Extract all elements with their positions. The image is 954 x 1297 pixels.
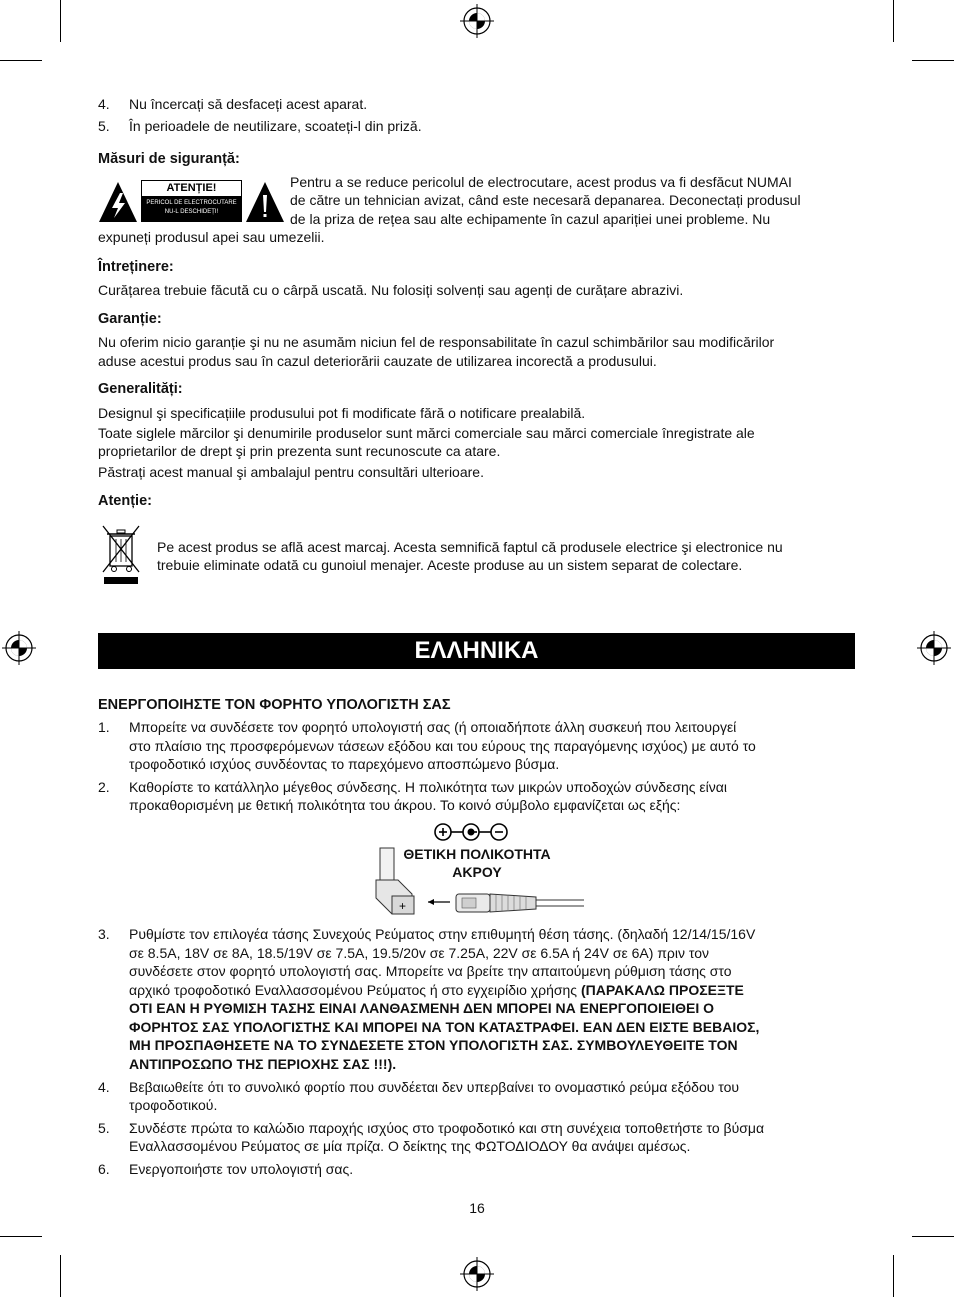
paragraph-line: ΜΗ ΠΡΟΣΠΑΘΗΣΕΤΕ ΝΑ ΤΟ ΣΥΝΔΕΣΕΤΕ ΣΤΟΝ ΥΠΟΛΟΓΙΣΤΗ ΣΑΣ. ΣΥΜΒΟΥΛΕΥΘΕΙΤΕ ΤΟΝ bbox=[129, 1037, 738, 1053]
crop-mark bbox=[912, 60, 954, 61]
list-number: 3. bbox=[98, 926, 110, 942]
list-number: 5. bbox=[98, 118, 110, 134]
paragraph-line: ΦΟΡΗΤΟΣ ΣΑΣ ΥΠΟΛΟΓΙΣΤΗΣ ΚΑΙ ΜΠΟΡΕΙ ΝΑ ΤΟΝ ΚΑΤΑΣΤΡΑΦΕΙ. ΕΑΝ ΔΕΝ ΕΙΣΤΕ ΒΕΒΑΙΟΣ, bbox=[129, 1019, 760, 1035]
crop-mark bbox=[912, 1236, 954, 1237]
registration-mark-icon bbox=[460, 1257, 494, 1291]
paragraph-line: συνδέσετε στον φορητό υπολογιστή σας. Μπορείτε να βρείτε την απαιτούμενη ρύθμιση τάσης στο bbox=[129, 963, 732, 979]
exclamation-icon bbox=[245, 181, 285, 223]
paragraph-line: Nu oferim nicio garanție şi nu ne asumăm niciun fel de responsabilitate în cazul schimbărilor sau modificărilor bbox=[98, 334, 775, 350]
crop-mark bbox=[0, 1236, 42, 1237]
paragraph-line: Καθορίστε το κατάλληλο μέγεθος σύνδεσης. Η πολικότητα των μικρών υποδοχών σύνδεσης είναι bbox=[129, 779, 727, 795]
paragraph-line bbox=[129, 981, 744, 1000]
svg-text:+: + bbox=[399, 899, 407, 913]
paragraph-line: Pentru a se reduce pericolul de electrocutare, acest produs va fi desfăcut NUMAI bbox=[290, 174, 792, 190]
crop-mark bbox=[893, 1255, 894, 1297]
warning-label-title: ATENȚIE! bbox=[142, 181, 241, 196]
paragraph-line: Curățarea trebuie făcută cu o cârpă uscată. Nu folosiți solvenți sau agenți de curățare abrazivi. bbox=[98, 282, 684, 298]
paragraph-line: ΑΝΤΙΠΡΟΣΩΠΟ ΤΗΣ ΠΕΡΙΟΧΗΣ ΣΑΣ !!!). bbox=[129, 1056, 397, 1072]
paragraph-line: προκαθορισμένη με θετική πολικότητα του άκρου. Το κοινό σύμβολο εμφανίζεται ως εξής: bbox=[129, 797, 681, 813]
list-number: 4. bbox=[98, 96, 110, 112]
paragraph-line: de către un tehnician avizat, când este necesară depanarea. Deconectați produsul bbox=[290, 192, 801, 208]
section-heading: Măsuri de siguranță: bbox=[98, 151, 240, 167]
paragraph-line: ΟΤΙ ΕΑΝ Η ΡΥΘΜΙΣΗ ΤΑΣΗΣ ΕΙΝΑΙ ΛΑΝΘΑΣΜΕΝΗ ΔΕΝ ΜΠΟΡΕΙ ΝΑ ΕΝΕΡΓΟΠΟΙΕΙΘΕΙ Ο bbox=[129, 1000, 715, 1016]
paragraph-line: Μπορείτε να συνδέσετε τον φορητό υπολογιστή σας (ή οποιαδήποτε άλλη συσκευή που λειτουργεί bbox=[129, 719, 737, 735]
polarity-figure bbox=[368, 818, 586, 920]
section-heading: Generalități: bbox=[98, 381, 183, 397]
section-heading: ΕΝΕΡΓΟΠΟΙΗΣΤΕ ΤΟΝ ΦΟΡΗΤΟ ΥΠΟΛΟΓΙΣΤΗ ΣΑΣ bbox=[98, 697, 451, 713]
registration-mark-icon bbox=[917, 631, 951, 665]
section-heading: Întreținere: bbox=[98, 259, 174, 275]
list-number: 5. bbox=[98, 1120, 110, 1136]
list-number: 4. bbox=[98, 1079, 110, 1095]
crop-mark bbox=[0, 60, 42, 61]
paragraph-line: Βεβαιωθείτε ότι το συνολικό φορτίο που συνδέεται δεν υπερβαίνει το ονομαστικό ρεύμα εξόδου του bbox=[129, 1079, 740, 1095]
paragraph-line: aduse acestui produs sau în cazul deteriorării cauzate de utilizarea incorectă a produsului. bbox=[98, 353, 657, 369]
list-number: 1. bbox=[98, 719, 110, 735]
list-number: 2. bbox=[98, 779, 110, 795]
paragraph-line: Ρυθμίστε τον επιλογέα τάσης Συνεχούς Ρεύματος στην επιθυμητή θέση τάσης. (δηλαδή 12/14/15/16V bbox=[129, 926, 756, 942]
paragraph-line: Păstrați acest manual şi ambalajul pentru consultări ulterioare. bbox=[98, 464, 484, 480]
paragraph-line: Εναλλασσομένου Ρεύματος σε μία πρίζα. Ο δείκτης της ΦΩΤΟΔΙΟΔΟΥ θα ανάψει αμέσως. bbox=[129, 1138, 691, 1154]
registration-mark-icon bbox=[2, 631, 36, 665]
polarity-label-line: ΘΕΤΙΚΗ ΠΟΛΙΚΟΤΗΤΑ bbox=[403, 846, 551, 862]
electric-shock-icon bbox=[98, 181, 138, 223]
paragraph-line: σε 8.5A, 18V σε 8A, 18.5/19V σε 7.5A, 19.5/20v σε 7.25A, 22V σε 6.5A ή 24V σε 6A) πριν τον bbox=[129, 945, 710, 961]
paragraph-line: expuneți produsul apei sau umezelii. bbox=[98, 229, 325, 245]
weee-bin-icon bbox=[100, 524, 142, 586]
list-item: Nu încercați să desfaceți acest aparat. bbox=[129, 96, 368, 112]
crop-mark bbox=[893, 0, 894, 42]
paragraph-line: Designul şi specificațiile produsului pot fi modificate fără o notificare prealabilă. bbox=[98, 405, 586, 421]
paragraph-line: Ενεργοποιήστε τον υπολογιστή σας. bbox=[129, 1161, 354, 1177]
paragraph-line: Toate siglele mărcilor şi denumirile produselor sunt mărci comerciale sau mărci comerciale înregistrate ale bbox=[98, 425, 755, 441]
warning-label bbox=[141, 180, 242, 222]
paragraph-line: στο πλαίσιο της προσφερόμενων τάσεων εξόδου και του εύρους της παραγόμενης ισχύος) με αυτό το bbox=[129, 738, 756, 754]
text-span: αρχικό τροφοδοτικό Εναλλασσομένου Ρεύματος ή στο εγχειρίδιο χρήσης bbox=[129, 982, 581, 998]
section-heading: Garanție: bbox=[98, 311, 162, 327]
crop-mark bbox=[60, 0, 61, 42]
list-number: 6. bbox=[98, 1161, 110, 1177]
registration-mark-icon bbox=[460, 4, 494, 38]
page-number: 16 bbox=[469, 1200, 485, 1216]
paragraph-line: τροφοδοτικού. bbox=[129, 1097, 218, 1113]
paragraph-line: Συνδέστε πρώτα το καλώδιο παροχής ισχύος στο τροφοδοτικό και στη συνέχεια τοποθετήστε το βύσμα bbox=[129, 1120, 765, 1136]
paragraph-line: τροφοδοτικό ισχύος συνδέοντας το παρεχόμενο αποσπώμενο βύσμα. bbox=[129, 756, 560, 772]
language-banner: ΕΛΛΗΝΙΚΑ bbox=[98, 633, 855, 669]
section-heading: Atenție: bbox=[98, 493, 152, 509]
list-item: În perioadele de neutilizare, scoateți-l din priză. bbox=[129, 118, 422, 134]
paragraph-line: de la priza de rețea sau alte echipamente în cazul apariției unei probleme. Nu bbox=[290, 211, 771, 227]
paragraph-line: Pe acest produs se află acest marcaj. Acesta semnifică faptul că produsele electrice şi electronice nu bbox=[157, 539, 783, 555]
crop-mark bbox=[60, 1255, 61, 1297]
polarity-label-line: ΑΚΡΟΥ bbox=[452, 864, 502, 880]
warning-label-line: PERICOL DE ELECTROCUTARE bbox=[146, 200, 237, 206]
bold-text-span: (ΠΑΡΑΚΑΛΩ ΠΡΟΣΕΞΤΕ bbox=[580, 982, 744, 998]
paragraph-line: proprietarilor de drept şi prin prezenta sunt recunoscute ca atare. bbox=[98, 443, 501, 459]
cable-connector-icon bbox=[426, 888, 586, 920]
warning-label-line: NU-L DESCHIDEȚI! bbox=[164, 209, 219, 215]
paragraph-line: trebuie eliminate odată cu gunoiul menajer. Aceste produse au un sistem separat de colectare. bbox=[157, 557, 743, 573]
